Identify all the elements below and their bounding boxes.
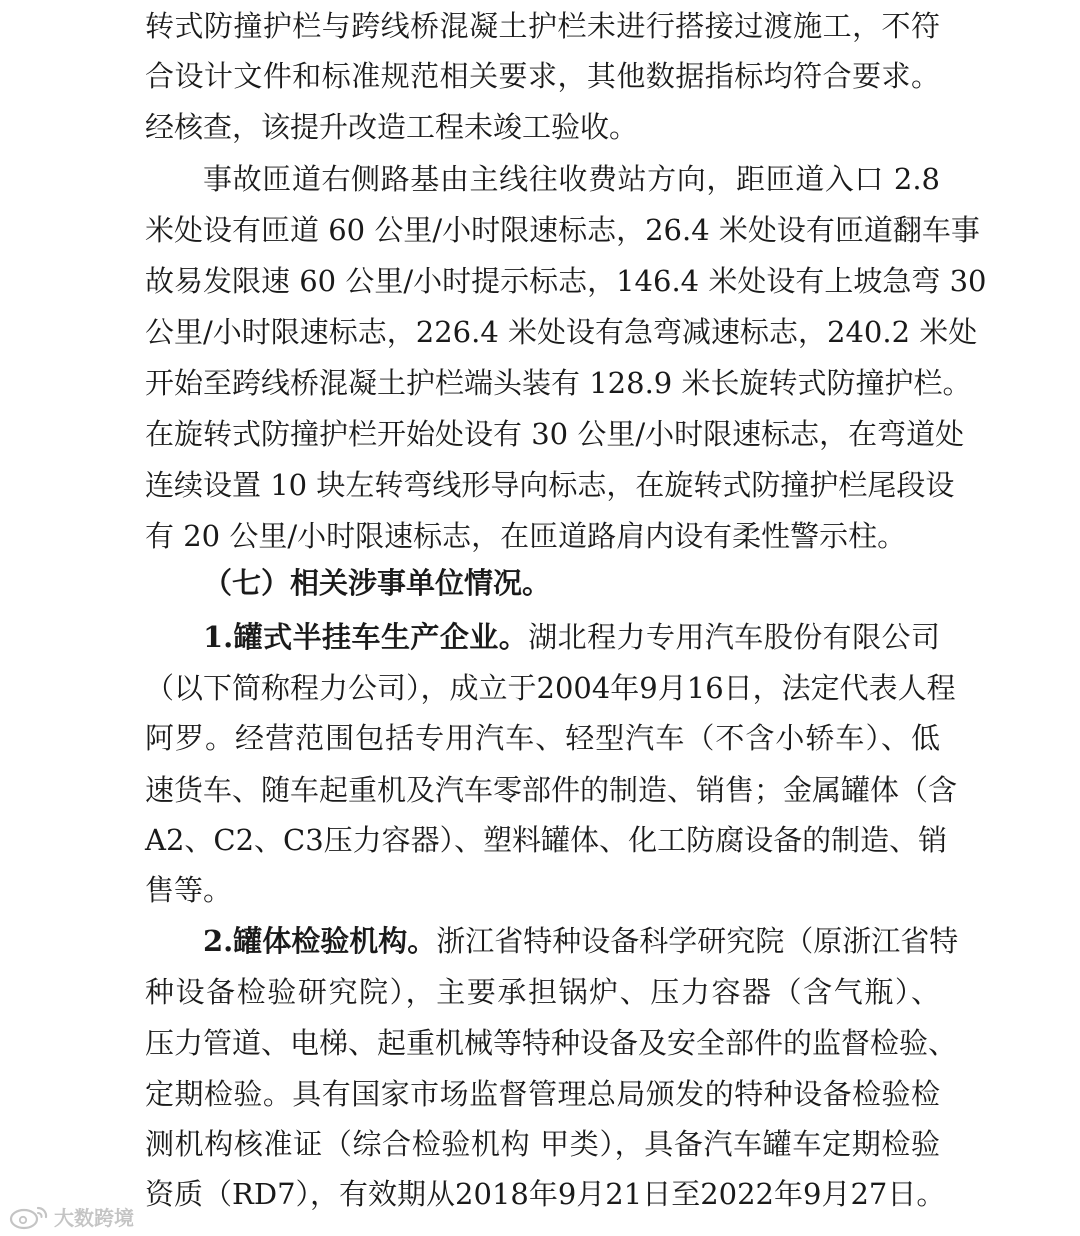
paragraph-first-line xyxy=(203,611,940,663)
paragraph-title: 2.罐体检验机构。 xyxy=(203,924,437,958)
text-line: 转式防撞护栏与跨线桥混凝土护栏未进行搭接过渡施工，不符 xyxy=(145,9,940,43)
section-heading: （七）相关涉事单位情况。 xyxy=(203,566,552,600)
text-line: 事故匝道右侧路基由主线往收费站方向，距匝道入口 2.8 xyxy=(203,162,940,196)
text-line: 压力管道、电梯、起重机械等特种设备及安全部件的监督检验、 xyxy=(145,1026,958,1060)
text-line: 资质（RD7），有效期从2018年9月21日至2022年9月27日。 xyxy=(145,1177,946,1211)
text-line: 连续设置 10 块左转弯线形导向标志，在旋转式防撞护栏尾段设 xyxy=(145,468,955,502)
text-line: 合设计文件和标准规范相关要求，其他数据指标均符合要求。 xyxy=(145,59,940,93)
text-line: 测机构核准证（综合检验机构 甲类），具备汽车罐车定期检验 xyxy=(145,1127,940,1161)
text-line: 速货车、随车起重机及汽车零部件的制造、销售；金属罐体（含 xyxy=(145,773,958,807)
paragraph-text: 浙江省特种设备科学研究院（原浙江省特 xyxy=(436,924,959,958)
text-line: 公里/小时限速标志，226.4 米处设有急弯减速标志，240.2 米处 xyxy=(145,315,978,349)
text-line: 种设备检验研究院），主要承担锅炉、压力容器（含气瓶）、 xyxy=(145,975,940,1009)
text-line: 在旋转式防撞护栏开始处设有 30 公里/小时限速标志，在弯道处 xyxy=(145,417,965,451)
text-line: A2、C2、C3压力容器）、塑料罐体、化工防腐设备的制造、销 xyxy=(145,823,948,857)
watermark-text: 大数跨境 xyxy=(54,1205,134,1230)
text-line: （以下简称程力公司），成立于2004年9月16日，法定代表人程 xyxy=(145,671,956,705)
text-line: 米处设有匝道 60 公里/小时限速标志，26.4 米处设有匝道翻车事 xyxy=(145,213,980,247)
text-line: 有 20 公里/小时限速标志，在匝道路肩内设有柔性警示柱。 xyxy=(145,519,907,553)
paragraph-text: 湖北程力专用汽车股份有限公司 xyxy=(528,620,940,654)
text-line: 故易发限速 60 公里/小时提示标志，146.4 米处设有上坡急弯 30 xyxy=(145,264,987,298)
paragraph-title: 1.罐式半挂车生产企业。 xyxy=(203,620,529,654)
text-line: 开始至跨线桥混凝土护栏端头装有 128.9 米长旋转式防撞护栏。 xyxy=(145,366,972,400)
text-line: 阿罗。经营范围包括专用汽车、轻型汽车（不含小轿车）、低 xyxy=(145,721,940,755)
text-line: 售等。 xyxy=(145,873,233,907)
paragraph-first-line xyxy=(203,915,959,967)
text-line: 经核查，该提升改造工程未竣工验收。 xyxy=(145,110,639,144)
watermark xyxy=(8,1200,134,1232)
weibo-logo-icon xyxy=(8,1202,50,1230)
text-line: 定期检验。具有国家市场监督管理总局颁发的特种设备检验检 xyxy=(145,1077,940,1111)
